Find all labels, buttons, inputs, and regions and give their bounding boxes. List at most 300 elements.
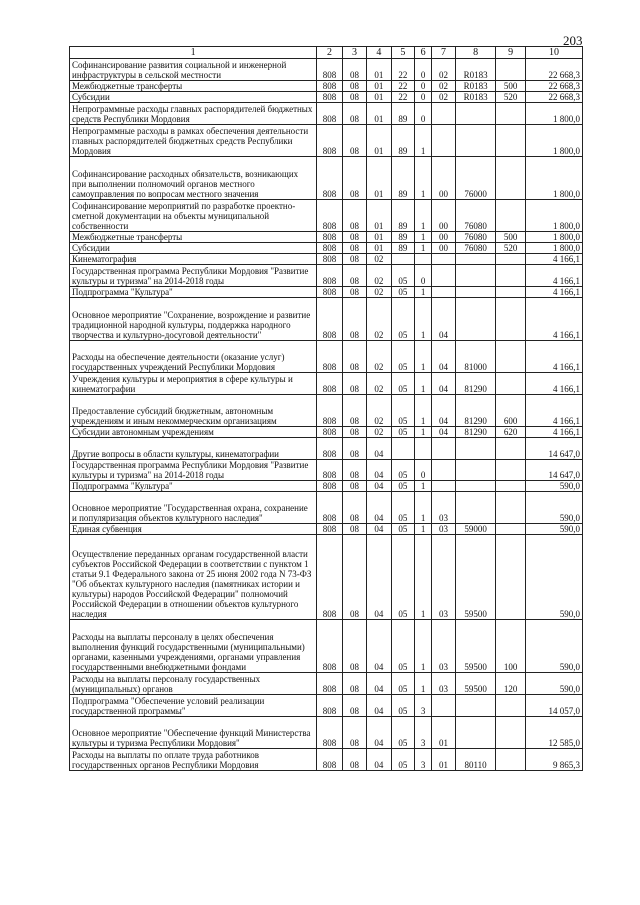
code-ministry: 808 [317, 695, 342, 717]
item-name: Предоставление субсидий бюджетным, автономным учреждениям и иным некоммерческим организациям [70, 395, 317, 427]
table-row [70, 232, 583, 243]
code-direction [455, 265, 496, 287]
code-ministry: 808 [317, 460, 342, 481]
code-direction: 59000 [455, 524, 496, 535]
code-event: 00 [432, 232, 455, 243]
code-expense-type [496, 200, 526, 232]
code-event: 04 [432, 298, 455, 341]
code-subsection: 04 [367, 460, 391, 481]
item-name: Государственная программа Республики Мордовия "Развитие культуры и туризма" на 2014-2018 годы [70, 265, 317, 287]
code-section: 08 [342, 254, 366, 265]
code-direction [455, 695, 496, 717]
amount: 590,0 [525, 620, 582, 673]
table-row [70, 395, 583, 427]
code-ministry: 808 [317, 535, 342, 620]
code-subsection: 01 [367, 92, 391, 103]
code-section: 08 [342, 287, 366, 298]
code-direction [455, 287, 496, 298]
code-expense-type [496, 157, 526, 200]
table-row [70, 157, 583, 200]
item-name: Субсидии [70, 243, 317, 254]
amount: 1 800,0 [525, 200, 582, 232]
code-expense-type [496, 265, 526, 287]
code-event [432, 460, 455, 481]
code-direction [455, 438, 496, 460]
code-subprogram: 1 [415, 535, 432, 620]
code-direction: 76080 [455, 243, 496, 254]
col-header: 8 [455, 47, 496, 59]
code-expense-type [496, 103, 526, 125]
code-section: 08 [342, 232, 366, 243]
amount: 4 166,1 [525, 298, 582, 341]
item-name: Софинансирование развития социальной и инженерной инфраструктуры в сельской местности [70, 59, 317, 81]
table-row [70, 92, 583, 103]
code-subprogram: 1 [415, 157, 432, 200]
code-program: 05 [391, 695, 414, 717]
code-direction: 76080 [455, 232, 496, 243]
code-event: 00 [432, 243, 455, 254]
amount: 4 166,1 [525, 427, 582, 438]
table-row [70, 243, 583, 254]
code-expense-type [496, 535, 526, 620]
code-section: 08 [342, 92, 366, 103]
code-direction: 59500 [455, 620, 496, 673]
code-section: 08 [342, 620, 366, 673]
code-direction [455, 481, 496, 492]
code-subsection: 02 [367, 427, 391, 438]
code-section: 08 [342, 395, 366, 427]
code-event [432, 481, 455, 492]
code-ministry: 808 [317, 265, 342, 287]
code-event: 01 [432, 749, 455, 771]
item-name: Основное мероприятие "Сохранение, возрождение и развитие традиционной народной культуры, поддержка народного творчества и культурно-досуговой деятельности" [70, 298, 317, 341]
amount: 1 800,0 [525, 243, 582, 254]
table-row [70, 673, 583, 695]
code-section: 08 [342, 298, 366, 341]
amount: 9 865,3 [525, 749, 582, 771]
code-program: 22 [391, 81, 414, 92]
code-direction [455, 298, 496, 341]
amount: 14 057,0 [525, 695, 582, 717]
code-subprogram: 3 [415, 717, 432, 749]
code-section: 08 [342, 265, 366, 287]
item-name: Другие вопросы в области культуры, кинематографии [70, 438, 317, 460]
table-row [70, 460, 583, 481]
item-name: Непрограммные расходы в рамках обеспечения деятельности главных распорядителей бюджетных средств Республики Мордовия [70, 125, 317, 157]
code-program: 22 [391, 92, 414, 103]
code-ministry: 808 [317, 492, 342, 524]
amount: 590,0 [525, 481, 582, 492]
code-ministry: 808 [317, 287, 342, 298]
table-row [70, 59, 583, 81]
code-subsection: 01 [367, 157, 391, 200]
code-subsection: 01 [367, 59, 391, 81]
code-subsection: 01 [367, 81, 391, 92]
code-subsection: 02 [367, 287, 391, 298]
code-direction: R0183 [455, 92, 496, 103]
code-subprogram: 1 [415, 341, 432, 373]
code-subprogram: 0 [415, 92, 432, 103]
code-event: 04 [432, 395, 455, 427]
code-program: 22 [391, 59, 414, 81]
code-ministry: 808 [317, 749, 342, 771]
amount: 12 585,0 [525, 717, 582, 749]
col-header: 10 [525, 47, 582, 59]
budget-table [69, 46, 583, 771]
code-program: 05 [391, 460, 414, 481]
code-direction: R0183 [455, 59, 496, 81]
code-expense-type [496, 695, 526, 717]
amount: 4 166,1 [525, 287, 582, 298]
code-program: 05 [391, 620, 414, 673]
code-program: 89 [391, 232, 414, 243]
code-ministry: 808 [317, 481, 342, 492]
code-event: 03 [432, 673, 455, 695]
code-ministry: 808 [317, 438, 342, 460]
code-ministry: 808 [317, 103, 342, 125]
code-event [432, 287, 455, 298]
code-subprogram: 0 [415, 265, 432, 287]
code-program: 89 [391, 243, 414, 254]
code-expense-type [496, 460, 526, 481]
table-row [70, 125, 583, 157]
col-header: 2 [317, 47, 342, 59]
code-subsection: 01 [367, 103, 391, 125]
table-row [70, 492, 583, 524]
table-row [70, 287, 583, 298]
code-ministry: 808 [317, 427, 342, 438]
code-program: 05 [391, 524, 414, 535]
code-subsection: 04 [367, 481, 391, 492]
code-section: 08 [342, 695, 366, 717]
table-row [70, 265, 583, 287]
code-direction: 59500 [455, 673, 496, 695]
table-row [70, 481, 583, 492]
header-row [70, 47, 583, 59]
code-program: 05 [391, 673, 414, 695]
code-expense-type [496, 373, 526, 395]
code-program: 89 [391, 125, 414, 157]
code-section: 08 [342, 59, 366, 81]
code-section: 08 [342, 200, 366, 232]
item-name: Расходы на выплаты персоналу в целях обеспечения выполнения функций государственными (муниципальными) органами, казенными учреждениями, органами управления государственными внебюджетными фондами [70, 620, 317, 673]
code-program: 05 [391, 395, 414, 427]
col-header: 4 [367, 47, 391, 59]
code-ministry: 808 [317, 341, 342, 373]
code-program: 05 [391, 492, 414, 524]
amount: 1 800,0 [525, 103, 582, 125]
code-section: 08 [342, 749, 366, 771]
code-event: 00 [432, 157, 455, 200]
code-event: 03 [432, 524, 455, 535]
code-ministry: 808 [317, 59, 342, 81]
item-name: Основное мероприятие "Обеспечение функций Министерства культуры и туризма Республики Мордовия" [70, 717, 317, 749]
code-expense-type: 120 [496, 673, 526, 695]
table-row [70, 717, 583, 749]
code-subprogram: 0 [415, 81, 432, 92]
code-subsection: 02 [367, 341, 391, 373]
code-program [391, 254, 414, 265]
code-subprogram: 0 [415, 103, 432, 125]
table-row [70, 254, 583, 265]
code-event: 02 [432, 92, 455, 103]
code-section: 08 [342, 492, 366, 524]
item-name: Подпрограмма "Культура" [70, 287, 317, 298]
amount: 22 668,3 [525, 59, 582, 81]
code-subsection: 02 [367, 265, 391, 287]
item-name: Основное мероприятие "Государственная охрана, сохранение и популяризация объектов культурного наследия" [70, 492, 317, 524]
code-program: 05 [391, 265, 414, 287]
code-subsection: 04 [367, 524, 391, 535]
code-ministry: 808 [317, 232, 342, 243]
code-expense-type: 520 [496, 92, 526, 103]
table-row [70, 535, 583, 620]
code-event: 04 [432, 373, 455, 395]
code-subsection: 01 [367, 200, 391, 232]
code-subsection: 04 [367, 492, 391, 524]
item-name: Софинансирование расходных обязательств, возникающих при выполнении полномочий органов местного самоуправления по вопросам местного значения [70, 157, 317, 200]
code-subprogram: 1 [415, 427, 432, 438]
code-subsection: 02 [367, 254, 391, 265]
code-subsection: 04 [367, 695, 391, 717]
amount: 590,0 [525, 673, 582, 695]
code-direction: 59500 [455, 535, 496, 620]
code-expense-type [496, 298, 526, 341]
code-ministry: 808 [317, 125, 342, 157]
code-subprogram: 1 [415, 125, 432, 157]
table-row [70, 341, 583, 373]
item-name: Расходы на выплаты по оплате труда работников государственных органов Республики Мордовия [70, 749, 317, 771]
table-row [70, 427, 583, 438]
code-program: 05 [391, 481, 414, 492]
item-name: Единая субвенция [70, 524, 317, 535]
code-program: 05 [391, 535, 414, 620]
code-subsection: 02 [367, 298, 391, 341]
item-name: Государственная программа Республики Мордовия "Развитие культуры и туризма" на 2014-2018 годы [70, 460, 317, 481]
code-ministry: 808 [317, 373, 342, 395]
code-direction: 81290 [455, 427, 496, 438]
amount: 4 166,1 [525, 395, 582, 427]
code-expense-type [496, 287, 526, 298]
code-event: 02 [432, 59, 455, 81]
page-number: 203 [563, 33, 583, 48]
code-program: 05 [391, 749, 414, 771]
item-name: Подпрограмма "Обеспечение условий реализации государственной программы" [70, 695, 317, 717]
code-ministry: 808 [317, 243, 342, 254]
code-program: 05 [391, 341, 414, 373]
table-row [70, 620, 583, 673]
code-section: 08 [342, 125, 366, 157]
code-ministry: 808 [317, 620, 342, 673]
table-row [70, 103, 583, 125]
item-name: Субсидии автономным учреждениям [70, 427, 317, 438]
code-section: 08 [342, 157, 366, 200]
col-header: 1 [70, 47, 317, 59]
code-program: 05 [391, 298, 414, 341]
amount: 4 166,1 [525, 373, 582, 395]
code-event: 03 [432, 535, 455, 620]
code-event [432, 265, 455, 287]
code-event: 04 [432, 427, 455, 438]
code-expense-type: 100 [496, 620, 526, 673]
amount: 1 800,0 [525, 232, 582, 243]
code-subprogram: 1 [415, 373, 432, 395]
code-section: 08 [342, 481, 366, 492]
table-row [70, 749, 583, 771]
code-section: 08 [342, 373, 366, 395]
code-direction: 81290 [455, 395, 496, 427]
code-event [432, 438, 455, 460]
code-expense-type [496, 438, 526, 460]
code-subprogram: 1 [415, 243, 432, 254]
col-header: 3 [342, 47, 366, 59]
code-event: 01 [432, 717, 455, 749]
item-name: Кинематография [70, 254, 317, 265]
code-expense-type [496, 481, 526, 492]
code-program: 89 [391, 157, 414, 200]
amount: 590,0 [525, 524, 582, 535]
code-expense-type [496, 341, 526, 373]
code-expense-type [496, 717, 526, 749]
code-direction [455, 125, 496, 157]
code-expense-type: 520 [496, 243, 526, 254]
code-event: 02 [432, 81, 455, 92]
table-row [70, 81, 583, 92]
code-subsection: 04 [367, 673, 391, 695]
item-name: Субсидии [70, 92, 317, 103]
code-ministry: 808 [317, 254, 342, 265]
amount: 4 166,1 [525, 254, 582, 265]
code-subsection: 04 [367, 749, 391, 771]
code-program: 89 [391, 200, 414, 232]
code-event: 00 [432, 200, 455, 232]
code-subprogram: 1 [415, 200, 432, 232]
code-direction [455, 103, 496, 125]
code-program: 05 [391, 287, 414, 298]
code-subprogram: 1 [415, 620, 432, 673]
code-subprogram [415, 254, 432, 265]
item-name: Непрограммные расходы главных распорядителей бюджетных средств Республики Мордовия [70, 103, 317, 125]
item-name: Межбюджетные трансферты [70, 81, 317, 92]
code-subsection: 04 [367, 438, 391, 460]
code-section: 08 [342, 243, 366, 254]
code-program: 05 [391, 373, 414, 395]
item-name: Расходы на обеспечение деятельности (оказание услуг) государственных учреждений Республики Мордовия [70, 341, 317, 373]
code-subsection: 01 [367, 125, 391, 157]
code-event [432, 125, 455, 157]
code-expense-type: 500 [496, 232, 526, 243]
code-section: 08 [342, 81, 366, 92]
code-event [432, 254, 455, 265]
code-program [391, 438, 414, 460]
code-ministry: 808 [317, 298, 342, 341]
code-section: 08 [342, 427, 366, 438]
code-expense-type [496, 492, 526, 524]
code-subprogram: 3 [415, 749, 432, 771]
code-ministry: 808 [317, 524, 342, 535]
amount: 590,0 [525, 492, 582, 524]
code-expense-type [496, 749, 526, 771]
code-section: 08 [342, 717, 366, 749]
code-expense-type [496, 125, 526, 157]
code-expense-type [496, 254, 526, 265]
amount: 4 166,1 [525, 341, 582, 373]
col-header: 6 [415, 47, 432, 59]
item-name: Расходы на выплаты персоналу государственных (муниципальных) органов [70, 673, 317, 695]
code-direction: 81290 [455, 373, 496, 395]
code-subsection: 04 [367, 620, 391, 673]
code-section: 08 [342, 103, 366, 125]
code-expense-type: 620 [496, 427, 526, 438]
code-subprogram: 1 [415, 232, 432, 243]
code-event: 04 [432, 341, 455, 373]
code-subsection: 01 [367, 232, 391, 243]
code-expense-type [496, 524, 526, 535]
amount: 4 166,1 [525, 265, 582, 287]
amount: 14 647,0 [525, 460, 582, 481]
code-ministry: 808 [317, 673, 342, 695]
amount: 22 668,3 [525, 81, 582, 92]
amount: 22 668,3 [525, 92, 582, 103]
table-row [70, 695, 583, 717]
code-direction: R0183 [455, 81, 496, 92]
code-subprogram: 1 [415, 673, 432, 695]
code-subprogram: 1 [415, 395, 432, 427]
amount: 1 800,0 [525, 125, 582, 157]
code-expense-type: 600 [496, 395, 526, 427]
code-ministry: 808 [317, 157, 342, 200]
code-event [432, 103, 455, 125]
code-event: 03 [432, 492, 455, 524]
col-header: 5 [391, 47, 414, 59]
table-row [70, 298, 583, 341]
code-program: 05 [391, 717, 414, 749]
code-subprogram: 1 [415, 287, 432, 298]
code-direction [455, 460, 496, 481]
code-subsection: 01 [367, 243, 391, 254]
table-row [70, 438, 583, 460]
code-direction [455, 492, 496, 524]
code-subsection: 04 [367, 535, 391, 620]
code-subprogram: 1 [415, 481, 432, 492]
code-subprogram [415, 438, 432, 460]
code-direction: 81000 [455, 341, 496, 373]
code-direction: 76080 [455, 200, 496, 232]
code-expense-type: 500 [496, 81, 526, 92]
code-program: 05 [391, 427, 414, 438]
code-ministry: 808 [317, 200, 342, 232]
table-row [70, 373, 583, 395]
code-ministry: 808 [317, 395, 342, 427]
code-subsection: 02 [367, 395, 391, 427]
code-ministry: 808 [317, 81, 342, 92]
code-event [432, 695, 455, 717]
table-row [70, 200, 583, 232]
code-section: 08 [342, 673, 366, 695]
code-direction: 76000 [455, 157, 496, 200]
code-direction: 80110 [455, 749, 496, 771]
code-section: 08 [342, 535, 366, 620]
code-section: 08 [342, 460, 366, 481]
code-subprogram: 1 [415, 298, 432, 341]
code-direction [455, 254, 496, 265]
code-section: 08 [342, 524, 366, 535]
item-name: Осуществление переданных органам государственной власти субъектов Российской Федерации в соответствии с пунктом 1 статьи 9.1 Федерального закона от 25 июня 2002 года N 73-ФЗ "Об объектах культурного наследия (памятниках истории и культуры) народов Российской Федерации" полномочий Российской Федерации в отношении объектов культурного наследия [70, 535, 317, 620]
code-ministry: 808 [317, 92, 342, 103]
amount: 1 800,0 [525, 157, 582, 200]
table-row [70, 524, 583, 535]
item-name: Учреждения культуры и мероприятия в сфере культуры и кинематографии [70, 373, 317, 395]
